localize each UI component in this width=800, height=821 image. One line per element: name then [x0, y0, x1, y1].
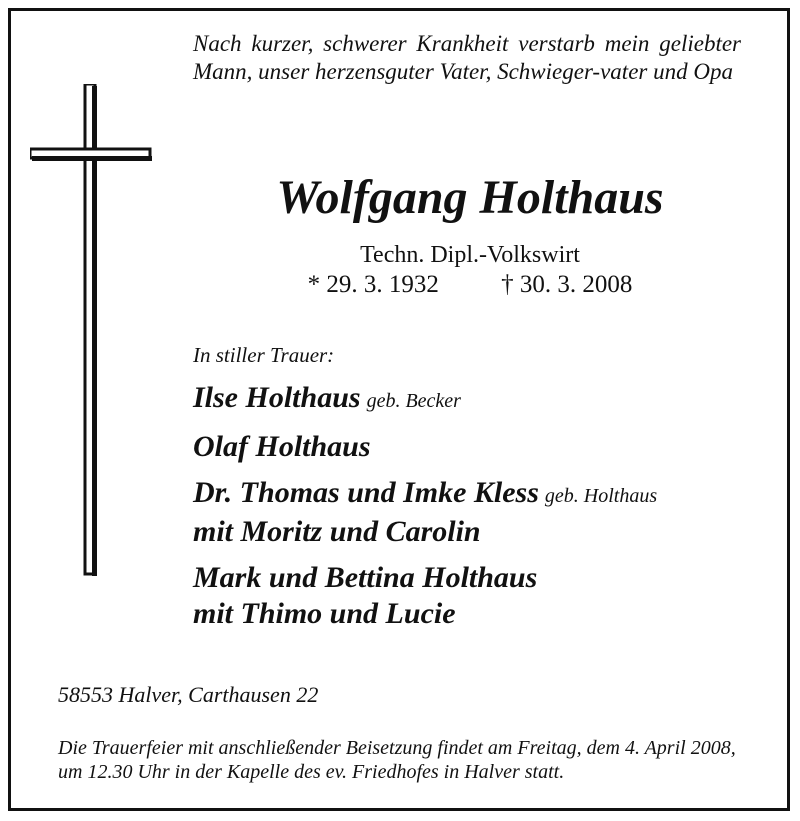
mourner-name: Ilse Holthaus — [193, 381, 361, 414]
deceased-name: Wolfgang Holthaus — [276, 171, 664, 224]
mourning-label: In stiller Trauer: — [193, 343, 335, 367]
mourner-children: mit Thimo und Lucie — [193, 597, 456, 630]
mourner-entry — [193, 380, 783, 419]
mourner-entry — [193, 475, 783, 550]
mourner-name: Mark und Bettina Holthaus — [193, 561, 538, 594]
mourner-entry — [193, 429, 783, 465]
life-dates — [180, 271, 760, 299]
address: 58553 Halver, Carthausen 22 — [58, 682, 319, 707]
intro-text: Nach kurzer, schwerer Krankheit verstarb mein geliebter Mann, unser herzensguter Vater, Schwieger-vater und Opa — [193, 31, 741, 84]
mourners-list — [193, 380, 783, 632]
birth-date: * 29. 3. 1932 — [307, 271, 439, 298]
mourner-children: mit Moritz und Carolin — [193, 515, 481, 548]
mourner-nee: geb. Becker — [366, 390, 461, 412]
deceased-profession: Techn. Dipl.-Volkswirt — [360, 242, 580, 268]
mourner-entry — [193, 560, 783, 632]
death-date: † 30. 3. 2008 — [501, 271, 633, 298]
cross-icon — [30, 84, 154, 578]
funeral-notice: Die Trauerfeier mit anschließender Beisetzung findet am Freitag, dem 4. April 2008, um 12.30 Uhr in der Kapelle des ev. Friedhofes in Halver statt. — [58, 737, 736, 783]
mourner-nee: geb. Holthaus — [544, 485, 658, 507]
mourner-name: Olaf Holthaus — [193, 430, 371, 463]
mourner-name: Dr. Thomas und Imke Kless — [193, 476, 539, 509]
